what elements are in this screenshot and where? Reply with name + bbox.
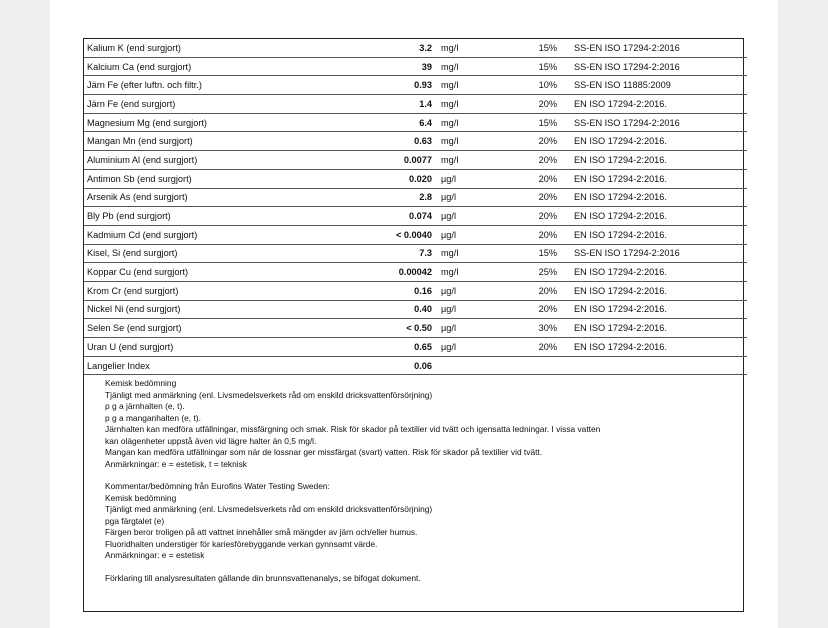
method: EN ISO 17294-2:2016. [571,263,747,282]
result-value: 0.020 [363,169,438,188]
table-row [84,225,747,244]
unit: mg/l [438,39,508,57]
unit: mg/l [438,151,508,170]
table-row [84,319,747,338]
analyte-name: Mangan Mn (end surgjort) [84,132,363,151]
comment-line: Mangan kan medföra utfällningar som när de lossnar ger missfärgat (svart) vatten. Risk för skador på textilier vid tvätt. [105,447,543,458]
analyte-name: Järn Fe (end surgjort) [84,95,363,114]
unit: µg/l [438,225,508,244]
result-value: 3.2 [363,39,438,57]
unit: mg/l [438,132,508,151]
method: SS-EN ISO 17294-2:2016 [571,244,747,263]
unit: µg/l [438,188,508,207]
comment-line: Kemisk bedömning [105,378,177,389]
result-value: 0.40 [363,300,438,319]
result-value: 0.63 [363,132,438,151]
method: EN ISO 17294-2:2016. [571,281,747,300]
measurement-uncertainty: 20% [508,300,571,319]
comment-line: Anmärkningar: e = estetisk, t = teknisk [105,458,247,469]
measurement-uncertainty: 20% [508,207,571,226]
analyte-name: Antimon Sb (end surgjort) [84,169,363,188]
report-page [50,0,778,628]
method: EN ISO 17294-2:2016. [571,151,747,170]
comment-line: kan olägenheter uppstå även vid lägre halter än 0,5 mg/l. [105,435,317,446]
footer-note: Förklaring till analysresultaten gällande din brunnsvattenanalys, se bifogat dokument. [105,572,421,583]
unit: mg/l [438,113,508,132]
unit: µg/l [438,319,508,338]
result-value: 0.65 [363,338,438,357]
result-value: 0.00042 [363,263,438,282]
analyte-name: Selen Se (end surgjort) [84,319,363,338]
analyte-name: Langelier Index [84,356,363,375]
analyte-name: Kisel, Si (end surgjort) [84,244,363,263]
method: EN ISO 17294-2:2016. [571,319,747,338]
table-row [84,300,747,319]
measurement-uncertainty: 20% [508,169,571,188]
analyte-name: Arsenik As (end surgjort) [84,188,363,207]
unit: mg/l [438,95,508,114]
method: EN ISO 17294-2:2016. [571,132,747,151]
table-row [84,263,747,282]
analyte-name: Kalcium Ca (end surgjort) [84,57,363,76]
analyte-name: Koppar Cu (end surgjort) [84,263,363,282]
comment-line: Kemisk bedömning [105,492,177,503]
eurofins-comment-block [105,481,743,562]
comment-line: pga färgtalet (e) [105,515,165,526]
method: EN ISO 17294-2:2016. [571,169,747,188]
comments-section [84,375,743,584]
measurement-uncertainty: 20% [508,338,571,357]
analyte-name: Uran U (end surgjort) [84,338,363,357]
unit: µg/l [438,281,508,300]
comment-line: Järnhalten kan medföra utfällningar, missfärgning och smak. Risk för skador på textilier vid tvätt och igensatta ledningar. I vissa vatten [105,424,601,435]
results-box [83,38,744,612]
result-value: 39 [363,57,438,76]
analyte-name: Krom Cr (end surgjort) [84,281,363,300]
table-row [84,281,747,300]
comment-line: Tjänligt med anmärkning (enl. Livsmedelsverkets råd om enskild dricksvattenförsörjning) [105,504,433,515]
unit: µg/l [438,207,508,226]
measurement-uncertainty: 20% [508,132,571,151]
analyte-name: Magnesium Mg (end surgjort) [84,113,363,132]
unit: µg/l [438,338,508,357]
measurement-uncertainty: 20% [508,151,571,170]
comment-line: Kommentar/bedömning från Eurofins Water Testing Sweden: [105,481,330,492]
result-value: < 0.50 [363,319,438,338]
measurement-uncertainty: 10% [508,76,571,95]
result-value: 0.16 [363,281,438,300]
result-value: 6.4 [363,113,438,132]
table-row [84,169,747,188]
comment-line: Färgen beror troligen på att vattnet innehåller små mängder av järn och/eller humus. [105,527,418,538]
method [571,356,747,375]
unit: µg/l [438,169,508,188]
analyte-name: Järn Fe (efter luftn. och filtr.) [84,76,363,95]
measurement-uncertainty: 15% [508,39,571,57]
measurement-uncertainty: 15% [508,113,571,132]
result-value: 1.4 [363,95,438,114]
table-row [84,188,747,207]
method: SS-EN ISO 11885:2009 [571,76,747,95]
table-row [84,57,747,76]
analyte-name: Kalium K (end surgjort) [84,39,363,57]
method: SS-EN ISO 17294-2:2016 [571,113,747,132]
results-table [84,39,747,375]
analyte-name: Kadmium Cd (end surgjort) [84,225,363,244]
result-value: 0.0077 [363,151,438,170]
unit [438,356,508,375]
method: EN ISO 17294-2:2016. [571,95,747,114]
method: SS-EN ISO 17294-2:2016 [571,57,747,76]
comment-line: p g a järnhalten (e, t). [105,401,185,412]
analyte-name: Bly Pb (end surgjort) [84,207,363,226]
table-row [84,356,747,375]
unit: mg/l [438,76,508,95]
table-row [84,244,747,263]
unit: mg/l [438,263,508,282]
unit: µg/l [438,300,508,319]
measurement-uncertainty: 20% [508,225,571,244]
result-value: 0.06 [363,356,438,375]
comment-line: Anmärkningar: e = estetisk [105,550,205,561]
measurement-uncertainty: 20% [508,95,571,114]
result-value: 7.3 [363,244,438,263]
method: EN ISO 17294-2:2016. [571,225,747,244]
method: SS-EN ISO 17294-2:2016 [571,39,747,57]
measurement-uncertainty: 15% [508,57,571,76]
method: EN ISO 17294-2:2016. [571,338,747,357]
result-value: < 0.0040 [363,225,438,244]
table-row [84,113,747,132]
measurement-uncertainty: 25% [508,263,571,282]
measurement-uncertainty: 20% [508,188,571,207]
comment-line: Fluoridhalten understiger för kariesförebyggande verkan gynnsamt värde. [105,538,378,549]
table-row [84,76,747,95]
measurement-uncertainty: 30% [508,319,571,338]
result-value: 2.8 [363,188,438,207]
table-row [84,39,747,57]
measurement-uncertainty: 15% [508,244,571,263]
table-row [84,95,747,114]
unit: mg/l [438,244,508,263]
assessment-block [105,378,743,470]
table-row [84,207,747,226]
comment-line: Tjänligt med anmärkning (enl. Livsmedelsverkets råd om enskild dricksvattenförsörjning) [105,389,433,400]
method: EN ISO 17294-2:2016. [571,300,747,319]
analyte-name: Aluminium Al (end surgjort) [84,151,363,170]
table-row [84,132,747,151]
result-value: 0.074 [363,207,438,226]
result-value: 0.93 [363,76,438,95]
measurement-uncertainty [508,356,571,375]
method: EN ISO 17294-2:2016. [571,188,747,207]
table-row [84,338,747,357]
unit: mg/l [438,57,508,76]
comment-line: p g a manganhalten (e, t). [105,412,201,423]
analyte-name: Nickel Ni (end surgjort) [84,300,363,319]
method: EN ISO 17294-2:2016. [571,207,747,226]
table-row [84,151,747,170]
measurement-uncertainty: 20% [508,281,571,300]
